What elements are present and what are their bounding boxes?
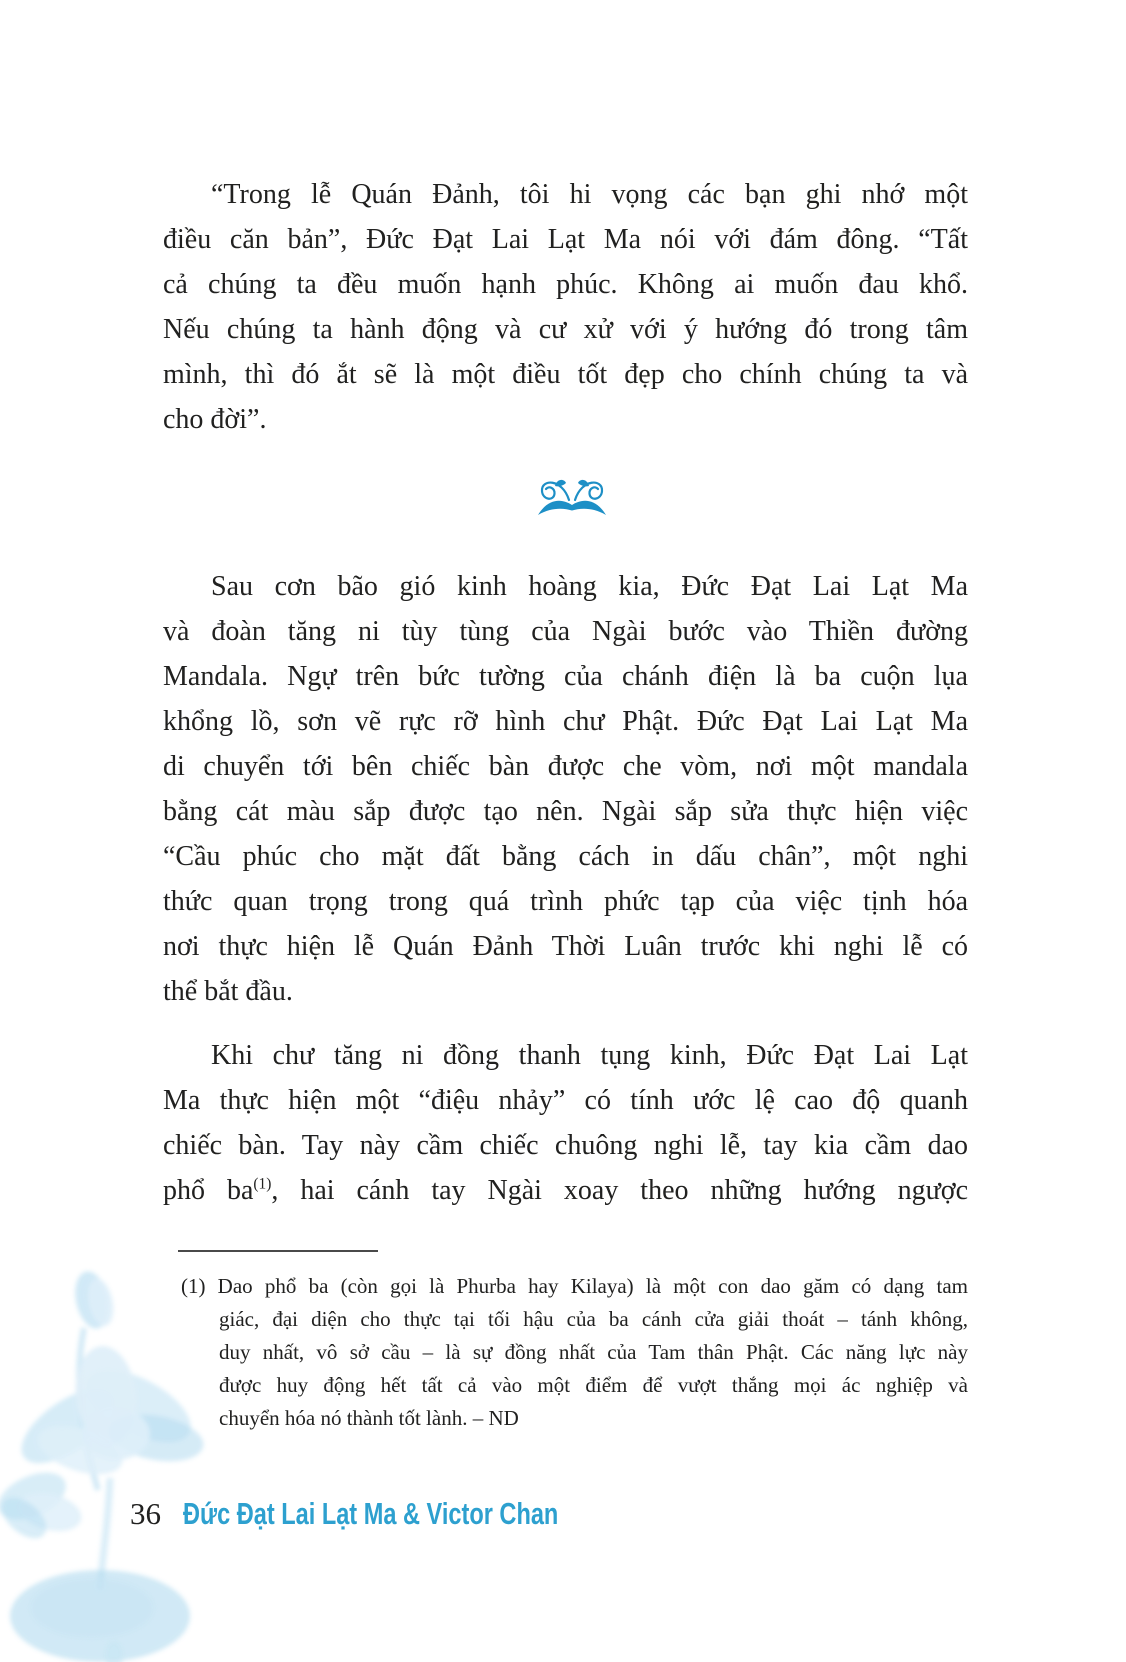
footnote-separator	[178, 1250, 378, 1252]
text-line: điều căn bản”, Đức Đạt Lai Lạt Ma nói với đám đông. “Tất	[163, 224, 968, 255]
page-footer	[130, 1494, 677, 1534]
text-line: mình, thì đó ắt sẽ là một điều tốt đẹp cho chính chúng ta và	[163, 359, 968, 390]
paragraph-1	[163, 172, 968, 442]
text-line: Sau cơn bão gió kinh hoàng kia, Đức Đạt Lai Lạt Ma	[211, 571, 968, 602]
page-body-text	[163, 172, 968, 1435]
text-line: thể bắt đầu.	[163, 976, 293, 1007]
text-line: được huy động hết tất cả vào một điểm để vượt thắng mọi ác nghiệp và	[219, 1373, 968, 1397]
text-line: Khi chư tăng ni đồng thanh tụng kinh, Đức Đạt Lai Lạt	[211, 1040, 968, 1071]
text-line: Mandala. Ngự trên bức tường của chánh điện là ba cuộn lụa	[163, 661, 968, 692]
text-line: (1) Dao phổ ba (còn gọi là Phurba hay Kilaya) là một con dao găm có dạng tam	[181, 1274, 968, 1298]
text-line: chiếc bàn. Tay này cầm chiếc chuông nghi lễ, tay kia cầm dao	[163, 1130, 968, 1161]
paragraph-3	[163, 1033, 968, 1213]
text-line: nơi thực hiện lễ Quán Đảnh Thời Luân trước khi nghi lễ có	[163, 931, 968, 962]
flourish-divider-icon	[535, 474, 609, 520]
text-line: “Cầu phúc cho mặt đất bằng cách in dấu chân”, một nghi	[163, 841, 968, 872]
text-line: chuyển hóa nó thành tốt lành. – ND	[219, 1406, 519, 1430]
page-number: 36	[130, 1496, 161, 1531]
text-segment: phổ ba	[163, 1175, 254, 1206]
text-line: và đoàn tăng ni tùy tùng của Ngài bước vào Thiền đường	[163, 616, 968, 647]
text-line: Nếu chúng ta hành động và cư xử với ý hướng đó trong tâm	[163, 314, 968, 345]
paragraph-2	[163, 564, 968, 1014]
text-line: Ma thực hiện một “điệu nhảy” có tính ước lệ cao độ quanh	[163, 1085, 968, 1116]
text-segment: , hai cánh tay Ngài xoay theo những hướng ngược	[271, 1175, 968, 1206]
text-line: thức quan trọng trong quá trình phức tạp của việc tịnh hóa	[163, 886, 968, 917]
text-line: bằng cát màu sắp được tạo nên. Ngài sắp sửa thực hiện việc	[163, 796, 968, 827]
text-line: cho đời”.	[163, 404, 267, 435]
text-line: di chuyển tới bên chiếc bàn được che vòm, nơi một mandala	[163, 751, 968, 782]
footnote-reference-marker: (1)	[253, 1175, 272, 1193]
text-line	[163, 1168, 968, 1213]
text-line: khổng lồ, sơn vẽ rực rỡ hình chư Phật. Đức Đạt Lai Lạt Ma	[163, 706, 968, 737]
text-line: “Trong lễ Quán Đảnh, tôi hi vọng các bạn ghi nhớ một	[211, 179, 968, 210]
footnote	[181, 1270, 968, 1435]
text-line: cả chúng ta đều muốn hạnh phúc. Không ai muốn đau khổ.	[163, 269, 968, 300]
section-divider	[175, 474, 968, 520]
running-title: Đức Đạt Lai Lạt Ma & Victor Chan	[183, 1496, 559, 1531]
text-line: duy nhất, vô sở cầu – là sự đồng nhất của Tam thân Phật. Các năng lực này	[219, 1340, 968, 1364]
text-line: giác, đại diện cho thực tại tối hậu của ba cánh cửa giải thoát – tánh không,	[219, 1307, 968, 1331]
